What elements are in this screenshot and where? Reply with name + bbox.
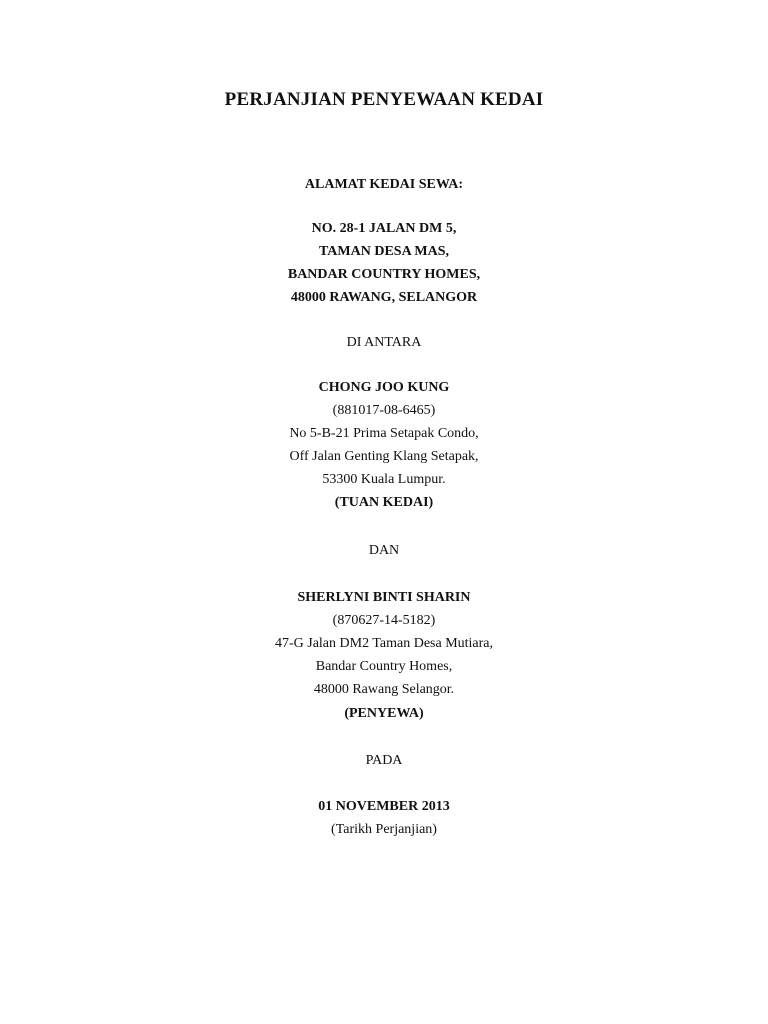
shop-address-line: 48000 RAWANG, SELANGOR bbox=[290, 290, 478, 305]
address-heading: ALAMAT KEDAI SEWA: bbox=[304, 177, 464, 192]
date-caption: (Tarikh Perjanjian) bbox=[331, 822, 437, 837]
landlord-name: CHONG JOO KUNG bbox=[318, 380, 450, 395]
landlord-role: (TUAN KEDAI) bbox=[334, 495, 434, 510]
on-label: PADA bbox=[365, 753, 403, 768]
landlord-address-line: Off Jalan Genting Klang Setapak, bbox=[289, 449, 479, 464]
document-title: PERJANJIAN PENYEWAAN KEDAI bbox=[224, 89, 544, 110]
tenant-address-line: 47-G Jalan DM2 Taman Desa Mutiara, bbox=[274, 636, 494, 651]
tenant-ic: (870627-14-5182) bbox=[332, 613, 436, 628]
shop-address-line: BANDAR COUNTRY HOMES, bbox=[287, 267, 481, 282]
tenant-address-line: 48000 Rawang Selangor. bbox=[313, 682, 455, 697]
tenant-role: (PENYEWA) bbox=[344, 706, 424, 721]
shop-address-line: TAMAN DESA MAS, bbox=[318, 244, 450, 259]
shop-address-line: NO. 28-1 JALAN DM 5, bbox=[311, 221, 457, 236]
landlord-address-line: 53300 Kuala Lumpur. bbox=[322, 472, 446, 487]
between-label: DI ANTARA bbox=[346, 335, 422, 350]
tenant-name: SHERLYNI BINTI SHARIN bbox=[297, 590, 471, 605]
landlord-address-line: No 5-B-21 Prima Setapak Condo, bbox=[289, 426, 479, 441]
agreement-date: 01 NOVEMBER 2013 bbox=[318, 799, 450, 814]
tenant-address-line: Bandar Country Homes, bbox=[315, 659, 453, 674]
landlord-ic: (881017-08-6465) bbox=[332, 403, 436, 418]
and-label: DAN bbox=[368, 543, 400, 558]
